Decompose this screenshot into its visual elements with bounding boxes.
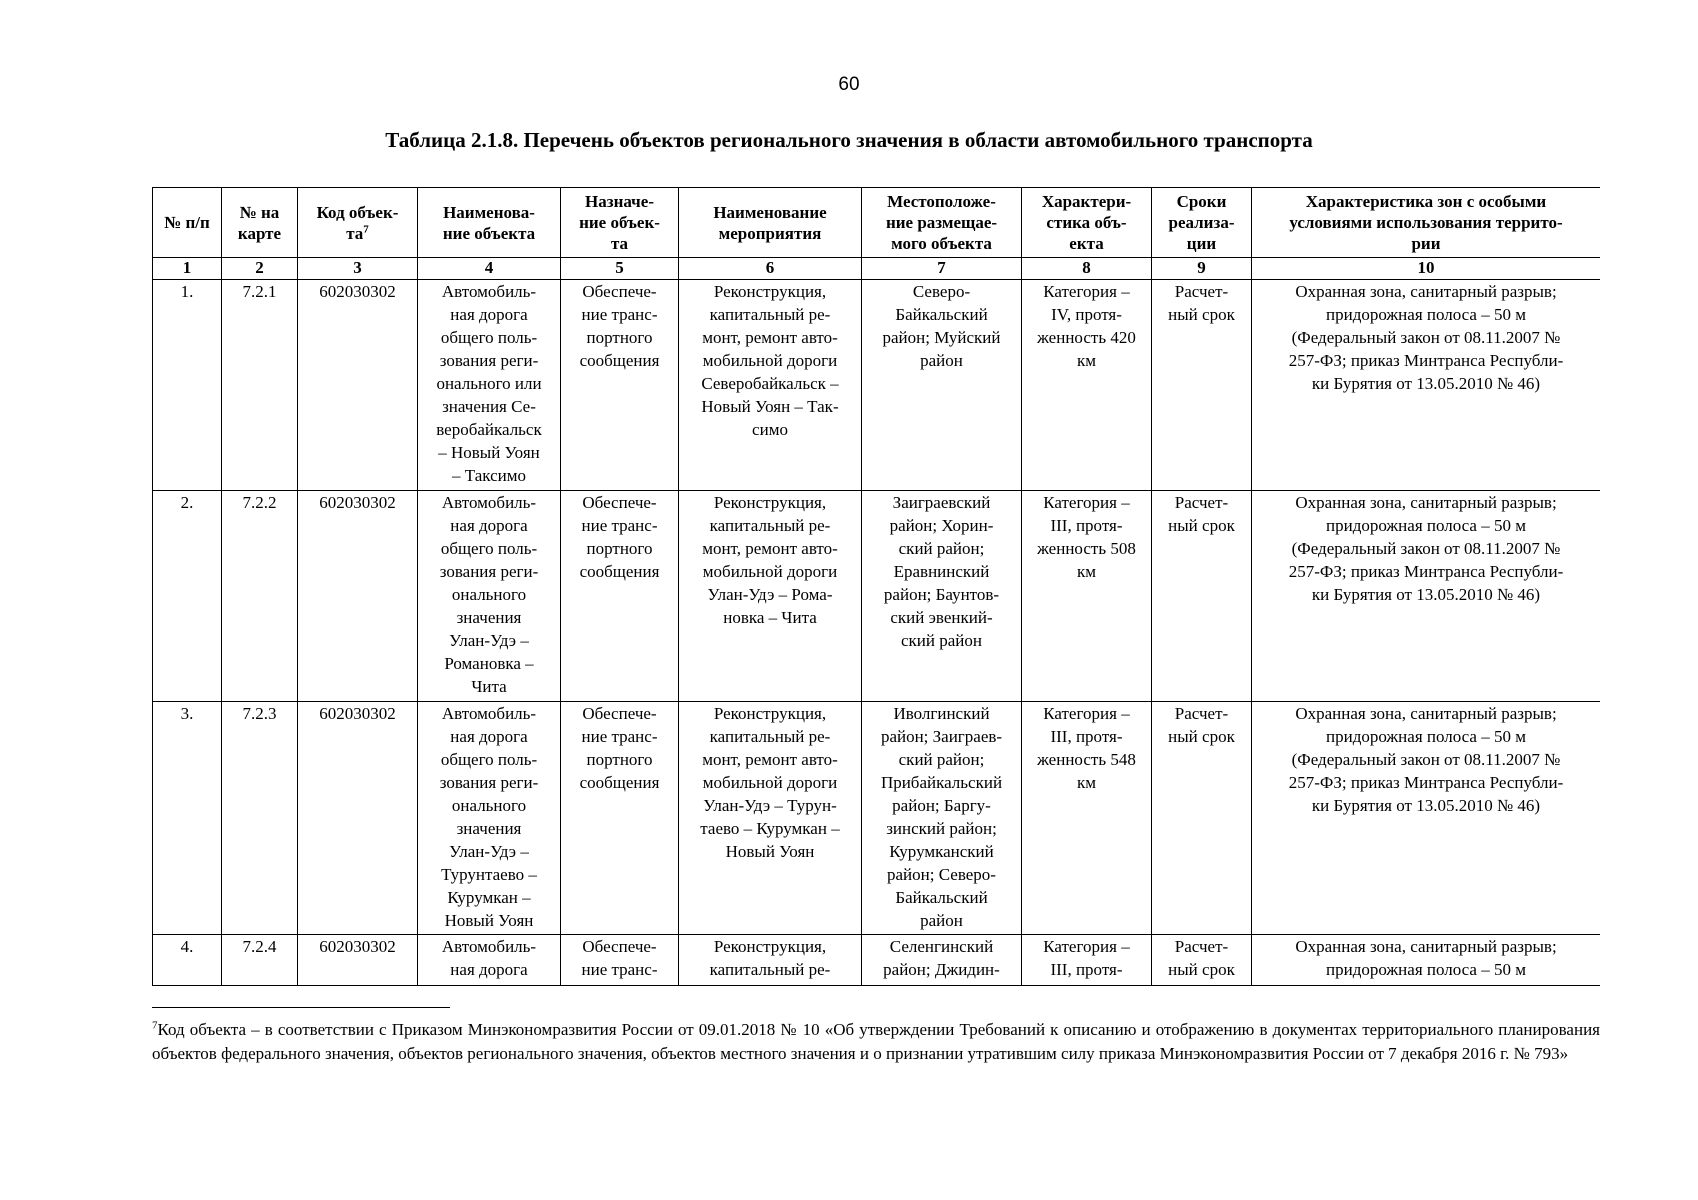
header-line: та — [610, 234, 629, 253]
cell-num: 2. — [153, 491, 222, 702]
cell-line: онального — [451, 585, 527, 604]
header-row — [153, 188, 1601, 258]
cell-location — [862, 702, 1022, 935]
cell-line: капитальный ре- — [709, 305, 831, 324]
column-number: 2 — [222, 258, 298, 280]
cell-line: ние транс- — [581, 727, 658, 746]
cell-line: Курумканский — [889, 842, 994, 861]
cell-line: район; Муйский — [882, 328, 1001, 347]
cell-line: придорожная полоса – 50 м — [1326, 305, 1526, 324]
cell-terms — [1152, 491, 1252, 702]
column-number-row — [153, 258, 1601, 280]
cell-line: район — [920, 351, 963, 370]
cell-line: Романовка – — [444, 654, 534, 673]
cell-activity — [679, 935, 862, 987]
table-body — [153, 280, 1601, 987]
cell-line: Северобайкальск – — [701, 374, 839, 393]
cell-name — [418, 702, 561, 935]
cell-line: (Федеральный закон от 08.11.2007 № — [1291, 750, 1561, 769]
cell-line: онального или — [436, 374, 542, 393]
cell-line: III, протя- — [1050, 516, 1123, 535]
header-line: Характеристика зон с особыми — [1305, 192, 1547, 211]
header-line: стика объ- — [1046, 213, 1127, 232]
cell-line: Автомобиль- — [441, 493, 537, 512]
cell-line: ная дорога — [450, 305, 528, 324]
header-num — [153, 188, 222, 258]
cell-line: Охранная зона, санитарный разрыв; — [1295, 493, 1557, 512]
cell-line: Прибайкальский — [880, 773, 1003, 792]
footnote-mark: 7 — [152, 1019, 158, 1032]
cell-characteristic — [1022, 491, 1152, 702]
cell-line: Чита — [471, 677, 507, 696]
cell-map: 7.2.4 — [222, 935, 298, 987]
cell-code: 602030302 — [298, 702, 418, 935]
cell-line: Северо- — [912, 282, 971, 301]
cell-line: ная дорога — [450, 960, 528, 979]
cell-num: 3. — [153, 702, 222, 935]
cell-line: Улан-Удэ – — [449, 631, 529, 650]
cell-line: Реконструкция, — [713, 493, 827, 512]
cell-name — [418, 491, 561, 702]
cell-line: Байкальский — [895, 888, 988, 907]
cell-line: район; Баунтов- — [883, 585, 1000, 604]
cell-line: ный срок — [1168, 960, 1235, 979]
cell-line: район — [920, 911, 963, 930]
footnote — [152, 1018, 1600, 1066]
cell-line: зования реги- — [439, 351, 539, 370]
cell-line: – Новый Уоян — [438, 443, 540, 462]
cell-line: мобильной дороги — [702, 351, 838, 370]
table-row — [153, 702, 1601, 935]
cell-num: 4. — [153, 935, 222, 987]
cell-line: ский эвенкий- — [890, 608, 993, 627]
cell-line: Селенгинский — [889, 937, 994, 956]
cell-line: ная дорога — [450, 516, 528, 535]
cell-activity — [679, 491, 862, 702]
header-line: условиями использования террито- — [1289, 213, 1563, 232]
cell-line: Расчет- — [1174, 282, 1229, 301]
cell-line: Автомобиль- — [441, 282, 537, 301]
header-line: реализа- — [1168, 213, 1235, 232]
cell-terms — [1152, 702, 1252, 935]
cell-code: 602030302 — [298, 280, 418, 491]
table-row — [153, 935, 1601, 987]
cell-line: Реконструкция, — [713, 282, 827, 301]
column-number: 5 — [561, 258, 679, 280]
cell-line: ский район — [901, 631, 982, 650]
cell-line: зования реги- — [439, 562, 539, 581]
cell-characteristic — [1022, 935, 1152, 987]
objects-table-container — [152, 187, 1600, 986]
cell-name — [418, 935, 561, 987]
cell-line: монт, ремонт авто- — [702, 539, 838, 558]
header-line: ции — [1186, 234, 1217, 253]
header-map — [222, 188, 298, 258]
cell-line: женность 508 — [1037, 539, 1136, 558]
cell-map: 7.2.1 — [222, 280, 298, 491]
cell-line: Еравнинский — [893, 562, 990, 581]
header-activity — [679, 188, 862, 258]
header-line: № на — [239, 202, 280, 222]
header-line: Наименование — [713, 202, 827, 222]
cell-line: район; Баргу- — [892, 796, 991, 815]
cell-line: капитальный ре- — [709, 960, 831, 979]
header-line: ние размещае- — [885, 213, 998, 232]
cell-line: Обеспече- — [582, 282, 657, 301]
cell-line: Новый Уоян — [725, 842, 815, 861]
cell-line: симо — [752, 420, 788, 439]
cell-line: ный срок — [1168, 516, 1235, 535]
cell-line: Расчет- — [1174, 704, 1229, 723]
cell-line: (Федеральный закон от 08.11.2007 № — [1291, 539, 1561, 558]
cell-line: Категория – — [1043, 704, 1130, 723]
cell-line: район; Джидин- — [883, 960, 1000, 979]
cell-characteristic — [1022, 280, 1152, 491]
cell-zones — [1252, 702, 1601, 935]
cell-line: капитальный ре- — [709, 727, 831, 746]
cell-line: значения — [456, 819, 522, 838]
cell-line: Заиграевский — [892, 493, 991, 512]
column-number: 6 — [679, 258, 862, 280]
header-line: Местоположе- — [887, 192, 996, 211]
cell-location — [862, 491, 1022, 702]
header-line: № п/п — [164, 213, 210, 232]
cell-line: ная дорога — [450, 727, 528, 746]
cell-purpose — [561, 491, 679, 702]
cell-line: монт, ремонт авто- — [702, 750, 838, 769]
cell-line: зинский район; — [886, 819, 997, 838]
page-number: 60 — [838, 74, 860, 95]
header-name — [418, 188, 561, 258]
column-number: 3 — [298, 258, 418, 280]
cell-line: Охранная зона, санитарный разрыв; — [1295, 704, 1557, 723]
cell-line: придорожная полоса – 50 м — [1326, 960, 1526, 979]
cell-zones — [1252, 935, 1601, 987]
cell-line: Категория – — [1043, 493, 1130, 512]
header-code — [298, 188, 418, 258]
header-line: Код объек- — [316, 202, 399, 222]
cell-line: таево – Курумкан – — [700, 819, 840, 838]
cell-zones — [1252, 491, 1601, 702]
cell-line: ки Бурятия от 13.05.2010 № 46) — [1311, 374, 1541, 393]
cell-line: Новый Уоян – Так- — [701, 397, 839, 416]
cell-line: монт, ремонт авто- — [702, 328, 838, 347]
cell-purpose — [561, 280, 679, 491]
cell-purpose — [561, 702, 679, 935]
cell-line: Автомобиль- — [441, 937, 537, 956]
cell-terms — [1152, 280, 1252, 491]
cell-line: Реконструкция, — [713, 704, 827, 723]
cell-line: Категория – — [1043, 282, 1130, 301]
cell-line: Охранная зона, санитарный разрыв; — [1295, 282, 1557, 301]
cell-line: Улан-Удэ – Турун- — [703, 796, 837, 815]
footnote-ref: 7 — [363, 222, 369, 235]
cell-line: Новый Уоян — [444, 911, 534, 930]
column-number: 7 — [862, 258, 1022, 280]
column-number: 9 — [1152, 258, 1252, 280]
footnote-divider — [152, 1007, 450, 1008]
cell-activity — [679, 702, 862, 935]
cell-line: район; Хорин- — [889, 516, 994, 535]
cell-line: 257-ФЗ; приказ Минтранса Республи- — [1288, 351, 1564, 370]
cell-line: Улан-Удэ – — [449, 842, 529, 861]
cell-zones — [1252, 280, 1601, 491]
cell-line: ный срок — [1168, 305, 1235, 324]
header-line: ние объек- — [579, 213, 660, 232]
cell-name — [418, 280, 561, 491]
column-number: 4 — [418, 258, 561, 280]
cell-line: ский район; — [898, 539, 985, 558]
cell-line: Турунтаево – — [441, 865, 537, 884]
cell-line: район; Заиграев- — [880, 727, 1003, 746]
cell-characteristic — [1022, 702, 1152, 935]
cell-line: общего поль- — [440, 328, 538, 347]
cell-line: зования реги- — [439, 773, 539, 792]
cell-line: район; Северо- — [887, 865, 996, 884]
column-number: 1 — [153, 258, 222, 280]
cell-line: онального — [451, 796, 527, 815]
cell-line: значения — [456, 608, 522, 627]
cell-line: Категория – — [1043, 937, 1130, 956]
cell-map: 7.2.2 — [222, 491, 298, 702]
cell-line: км — [1076, 351, 1097, 370]
header-purpose — [561, 188, 679, 258]
cell-line: Курумкан – — [447, 888, 531, 907]
column-number: 10 — [1252, 258, 1601, 280]
header-line: Сроки — [1176, 192, 1227, 211]
cell-line: км — [1076, 562, 1097, 581]
cell-line: Обеспече- — [582, 493, 657, 512]
cell-line: портного — [586, 328, 653, 347]
cell-line: придорожная полоса – 50 м — [1326, 516, 1526, 535]
cell-terms — [1152, 935, 1252, 987]
header-line: Назначе- — [585, 192, 654, 211]
cell-line: женность 548 — [1037, 750, 1136, 769]
table-row — [153, 280, 1601, 491]
cell-line: км — [1076, 773, 1097, 792]
header-characteristic — [1022, 188, 1152, 258]
cell-line: сообщения — [579, 773, 660, 792]
cell-line: Обеспече- — [582, 704, 657, 723]
header-line: екта — [1069, 234, 1104, 253]
cell-map: 7.2.3 — [222, 702, 298, 935]
header-line: мого объекта — [891, 234, 992, 253]
cell-line: ние транс- — [581, 960, 658, 979]
header-line: карте — [237, 223, 282, 243]
cell-line: портного — [586, 539, 653, 558]
cell-line: III, протя- — [1050, 960, 1123, 979]
cell-line: 257-ФЗ; приказ Минтранса Республи- — [1288, 562, 1564, 581]
column-number: 8 — [1022, 258, 1152, 280]
cell-line: значения Се- — [442, 397, 536, 416]
cell-line: IV, протя- — [1051, 305, 1122, 324]
cell-line: ние транс- — [581, 516, 658, 535]
cell-line: женность 420 — [1037, 328, 1136, 347]
cell-line: Иволгинский — [893, 704, 990, 723]
cell-line: мобильной дороги — [702, 562, 838, 581]
cell-line: 257-ФЗ; приказ Минтранса Республи- — [1288, 773, 1564, 792]
header-line: рии — [1411, 234, 1441, 253]
cell-line: ный срок — [1168, 727, 1235, 746]
header-zones — [1252, 188, 1601, 258]
header-line — [300, 223, 415, 244]
header-line-text: та — [346, 223, 364, 243]
cell-line: III, протя- — [1050, 727, 1123, 746]
table-row — [153, 491, 1601, 702]
cell-line: Автомобиль- — [441, 704, 537, 723]
cell-line: капитальный ре- — [709, 516, 831, 535]
cell-line: Расчет- — [1174, 493, 1229, 512]
cell-line: общего поль- — [440, 539, 538, 558]
cell-line: (Федеральный закон от 08.11.2007 № — [1291, 328, 1561, 347]
cell-activity — [679, 280, 862, 491]
cell-line: Реконструкция, — [713, 937, 827, 956]
cell-line: Улан-Удэ – Рома- — [707, 585, 833, 604]
cell-line: новка – Чита — [723, 608, 817, 627]
table-title: Таблица 2.1.8. Перечень объектов регионального значения в области автомобильного транспорта — [385, 128, 1313, 152]
header-line: мероприятия — [718, 223, 822, 243]
cell-line: мобильной дороги — [702, 773, 838, 792]
cell-location — [862, 280, 1022, 491]
header-line: Наименова- — [443, 202, 535, 222]
cell-line: ние транс- — [581, 305, 658, 324]
header-terms — [1152, 188, 1252, 258]
cell-code: 602030302 — [298, 491, 418, 702]
header-line: ние объекта — [442, 223, 536, 243]
cell-line: сообщения — [579, 351, 660, 370]
cell-line: Обеспече- — [582, 937, 657, 956]
header-location — [862, 188, 1022, 258]
cell-line: Байкальский — [895, 305, 988, 324]
cell-line: ки Бурятия от 13.05.2010 № 46) — [1311, 585, 1541, 604]
objects-table — [152, 187, 1600, 986]
cell-line: ки Бурятия от 13.05.2010 № 46) — [1311, 796, 1541, 815]
cell-line: общего поль- — [440, 750, 538, 769]
cell-line: придорожная полоса – 50 м — [1326, 727, 1526, 746]
cell-line: сообщения — [579, 562, 660, 581]
cell-line: – Таксимо — [452, 466, 526, 485]
header-line: Характери- — [1041, 192, 1132, 211]
cell-line: портного — [586, 750, 653, 769]
cell-num: 1. — [153, 280, 222, 491]
cell-line: веробайкальск — [436, 420, 542, 439]
cell-line: Охранная зона, санитарный разрыв; — [1295, 937, 1557, 956]
cell-location — [862, 935, 1022, 987]
cell-purpose — [561, 935, 679, 987]
cell-line: Расчет- — [1174, 937, 1229, 956]
cell-code: 602030302 — [298, 935, 418, 987]
cell-line: ский район; — [898, 750, 985, 769]
footnote-text: Код объекта – в соответствии с Приказом Минэкономразвития России от 09.01.2018 № 10 «Об утверждении Требований к описанию и отображению в документах территориального планирования объектов федерального значения, объектов регионального значения, объектов местного значения и о признании утратившим силу приказа Минэкономразвития России от 7 декабря 2016 г. № 793» — [152, 1020, 1600, 1063]
